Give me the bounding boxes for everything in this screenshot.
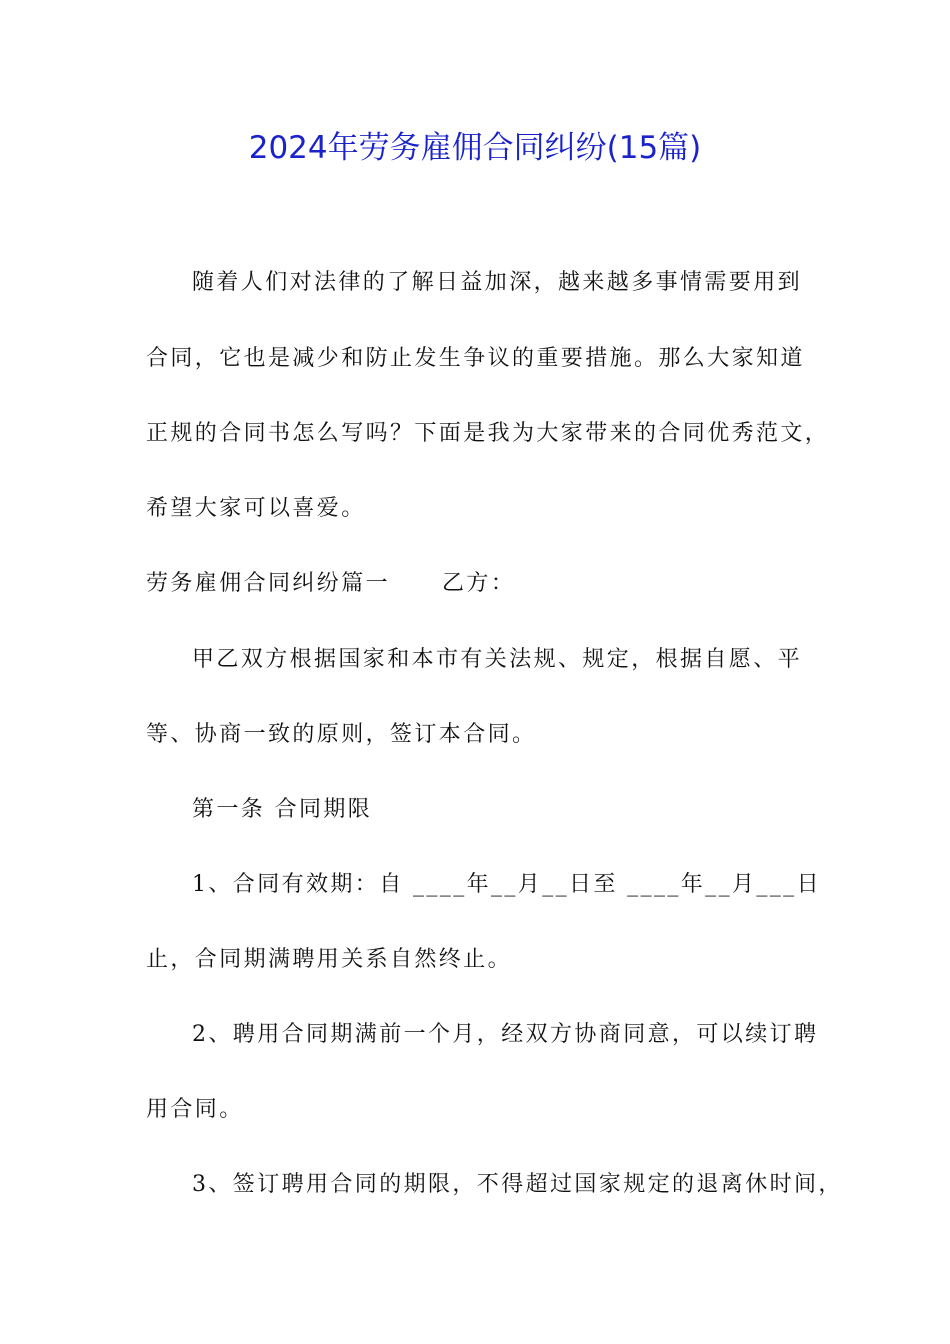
- item1-line-2: 止，合同期满聘用关系自然终止。: [146, 947, 513, 972]
- paragraph-line-1: 甲乙双方根据国家和本市有关法规、规定，根据自愿、平: [192, 647, 803, 672]
- item1-line-1: 1、合同有效期：自 ____年__月__日至 ____年__月___日: [192, 872, 821, 897]
- paragraph-line-2: 等、协商一致的原则，签订本合同。: [146, 722, 537, 747]
- party-b-label: 乙方：: [442, 571, 516, 596]
- section-heading-line: [146, 569, 515, 599]
- item2-line-1: 2、聘用合同期满前一个月，经双方协商同意，可以续订聘: [192, 1022, 819, 1047]
- article-heading: 第一条 合同期限: [192, 797, 373, 822]
- intro-line-1: 随着人们对法律的了解日益加深，越来越多事情需要用到: [192, 270, 803, 295]
- item2-line-2: 用合同。: [146, 1097, 244, 1122]
- intro-line-2: 合同，它也是减少和防止发生争议的重要措施。那么大家知道: [146, 346, 805, 371]
- intro-line-3: 正规的合同书怎么写吗？下面是我为大家带来的合同优秀范文，: [146, 421, 830, 446]
- document-title: 2024年劳务雇佣合同纠纷(15篇): [248, 130, 702, 166]
- intro-line-4: 希望大家可以喜爱。: [146, 496, 366, 521]
- section-heading: 劳务雇佣合同纠纷篇一: [146, 571, 391, 596]
- item3-line-1: 3、签订聘用合同的期限，不得超过国家规定的退离休时间，: [192, 1172, 843, 1197]
